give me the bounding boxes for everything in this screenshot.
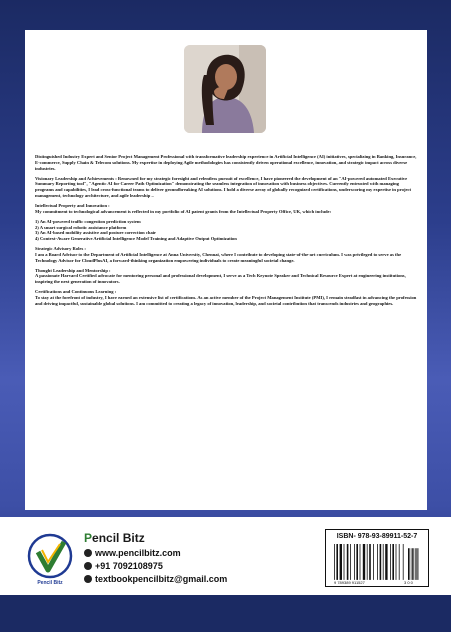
email-icon — [84, 575, 92, 583]
list-item: 1) An AI-powered traffic congestion prediction system — [35, 218, 141, 224]
website-row[interactable] — [84, 548, 181, 558]
phone-row[interactable] — [84, 561, 163, 571]
cert-text: To stay at the forefront of industry, I have earned an extensive list of certifications. As an active member of the Project Management Institute (PMI), I remain steadfast in advancing the profession and driving impactful, sustainable global solutions. I am committed to creating a legacy of innovation, leadership, and societal contribution that transcends industries and geographies. — [35, 295, 417, 306]
website-link[interactable]: www.pencilbitz.com — [95, 548, 181, 558]
email-address[interactable]: textbookpencilbitz@gmail.com — [95, 574, 228, 584]
ip-heading: Intellectual Property and Innovation : — [35, 202, 110, 208]
back-cover-page — [25, 30, 427, 510]
list-item: 3) An AI-based mobility assistive and posture correction chair — [35, 230, 157, 236]
publisher-name: Pencil Bitz — [84, 531, 145, 545]
barcode-digits-right: 3 0 0 — [404, 580, 413, 585]
isbn-label: ISBN- 978-93-89911-52-7 — [336, 533, 418, 540]
email-row[interactable] — [84, 574, 227, 584]
bio-intro: Distinguished Industry Expert and Senior Project Management Professional with transformative leadership experience in Artificial Intelligence (AI) initiatives, specializing in Banking, Insurance, E-commerce, Supply Chain & Telecom solutions. My expertise in deploying Agile methodologies has consistently driven operational excellence, innovation, and strategic impact across diverse industries. — [35, 154, 417, 171]
barcode-icon — [334, 544, 420, 582]
thought-text: A passionate Harvard Certified advocate for mentoring personal and professional development, I serve as a Tech Keynote Speaker and Technical Resource Expert at engineering institutions, inspiring the next generation of innovators. — [35, 273, 406, 285]
publisher-footer — [0, 517, 451, 595]
barcode-digits-left: 9 789389 911527 — [334, 580, 365, 585]
advisory-text: I am a Board Advisor to the Department of Artificial Intelligence at Anna University, Chennai, where I contribute to developing state-of-the-art curriculum. I was privileged to serve as the Technology Advisor for CloudPlusAI, a forward-thinking organization empowering individuals to create meaningful societal change. — [35, 251, 402, 263]
author-portrait-icon — [184, 45, 266, 133]
isbn-barcode-box — [325, 529, 429, 587]
author-bio — [35, 154, 417, 311]
list-item: 4) Context-Aware Generative Artificial Intelligence Model Training and Adaptive Output Optimization — [35, 236, 237, 242]
phone-number[interactable]: +91 7092108975 — [95, 561, 163, 571]
bio-vision: Visionary Leadership and Achievements : Renowned for my strategic foresight and relentless pursuit of excellence, I have pioneered the development of an "AI-powered automated Executive Summary Reporting tool", "Agentic AI for Career Path Optimization" demonstrating the seamless integration of innovation with business objectives. Currently entrusted with managing programs and capabilities, I lead cross-functional teams to deliver groundbreaking AI solutions. I hold a diverse array of globally recognized certifications, underscoring my expertise in project management, technology architecture, and agile leadership – — [35, 175, 412, 198]
patent-list — [35, 219, 417, 242]
thought-heading: Thought Leadership and Mentorship : — [35, 267, 111, 273]
phone-icon — [84, 562, 92, 570]
advisory-heading: Strategic Advisory Roles : — [35, 246, 86, 252]
globe-icon — [84, 549, 92, 557]
ip-text: My commitment to technological advancement is reflected in my portfolio of AI patent grants from the Intellectual Property Office, UK, which include: — [35, 208, 332, 214]
bottom-band — [0, 595, 451, 632]
list-item: 2) A smart surgical robotic assistance platform — [35, 224, 127, 230]
logo-text: Pencil Bitz — [37, 580, 63, 586]
cert-heading: Certifications and Continuous Learning : — [35, 289, 117, 295]
author-photo — [184, 45, 266, 133]
pencil-bitz-logo-icon — [26, 532, 74, 584]
